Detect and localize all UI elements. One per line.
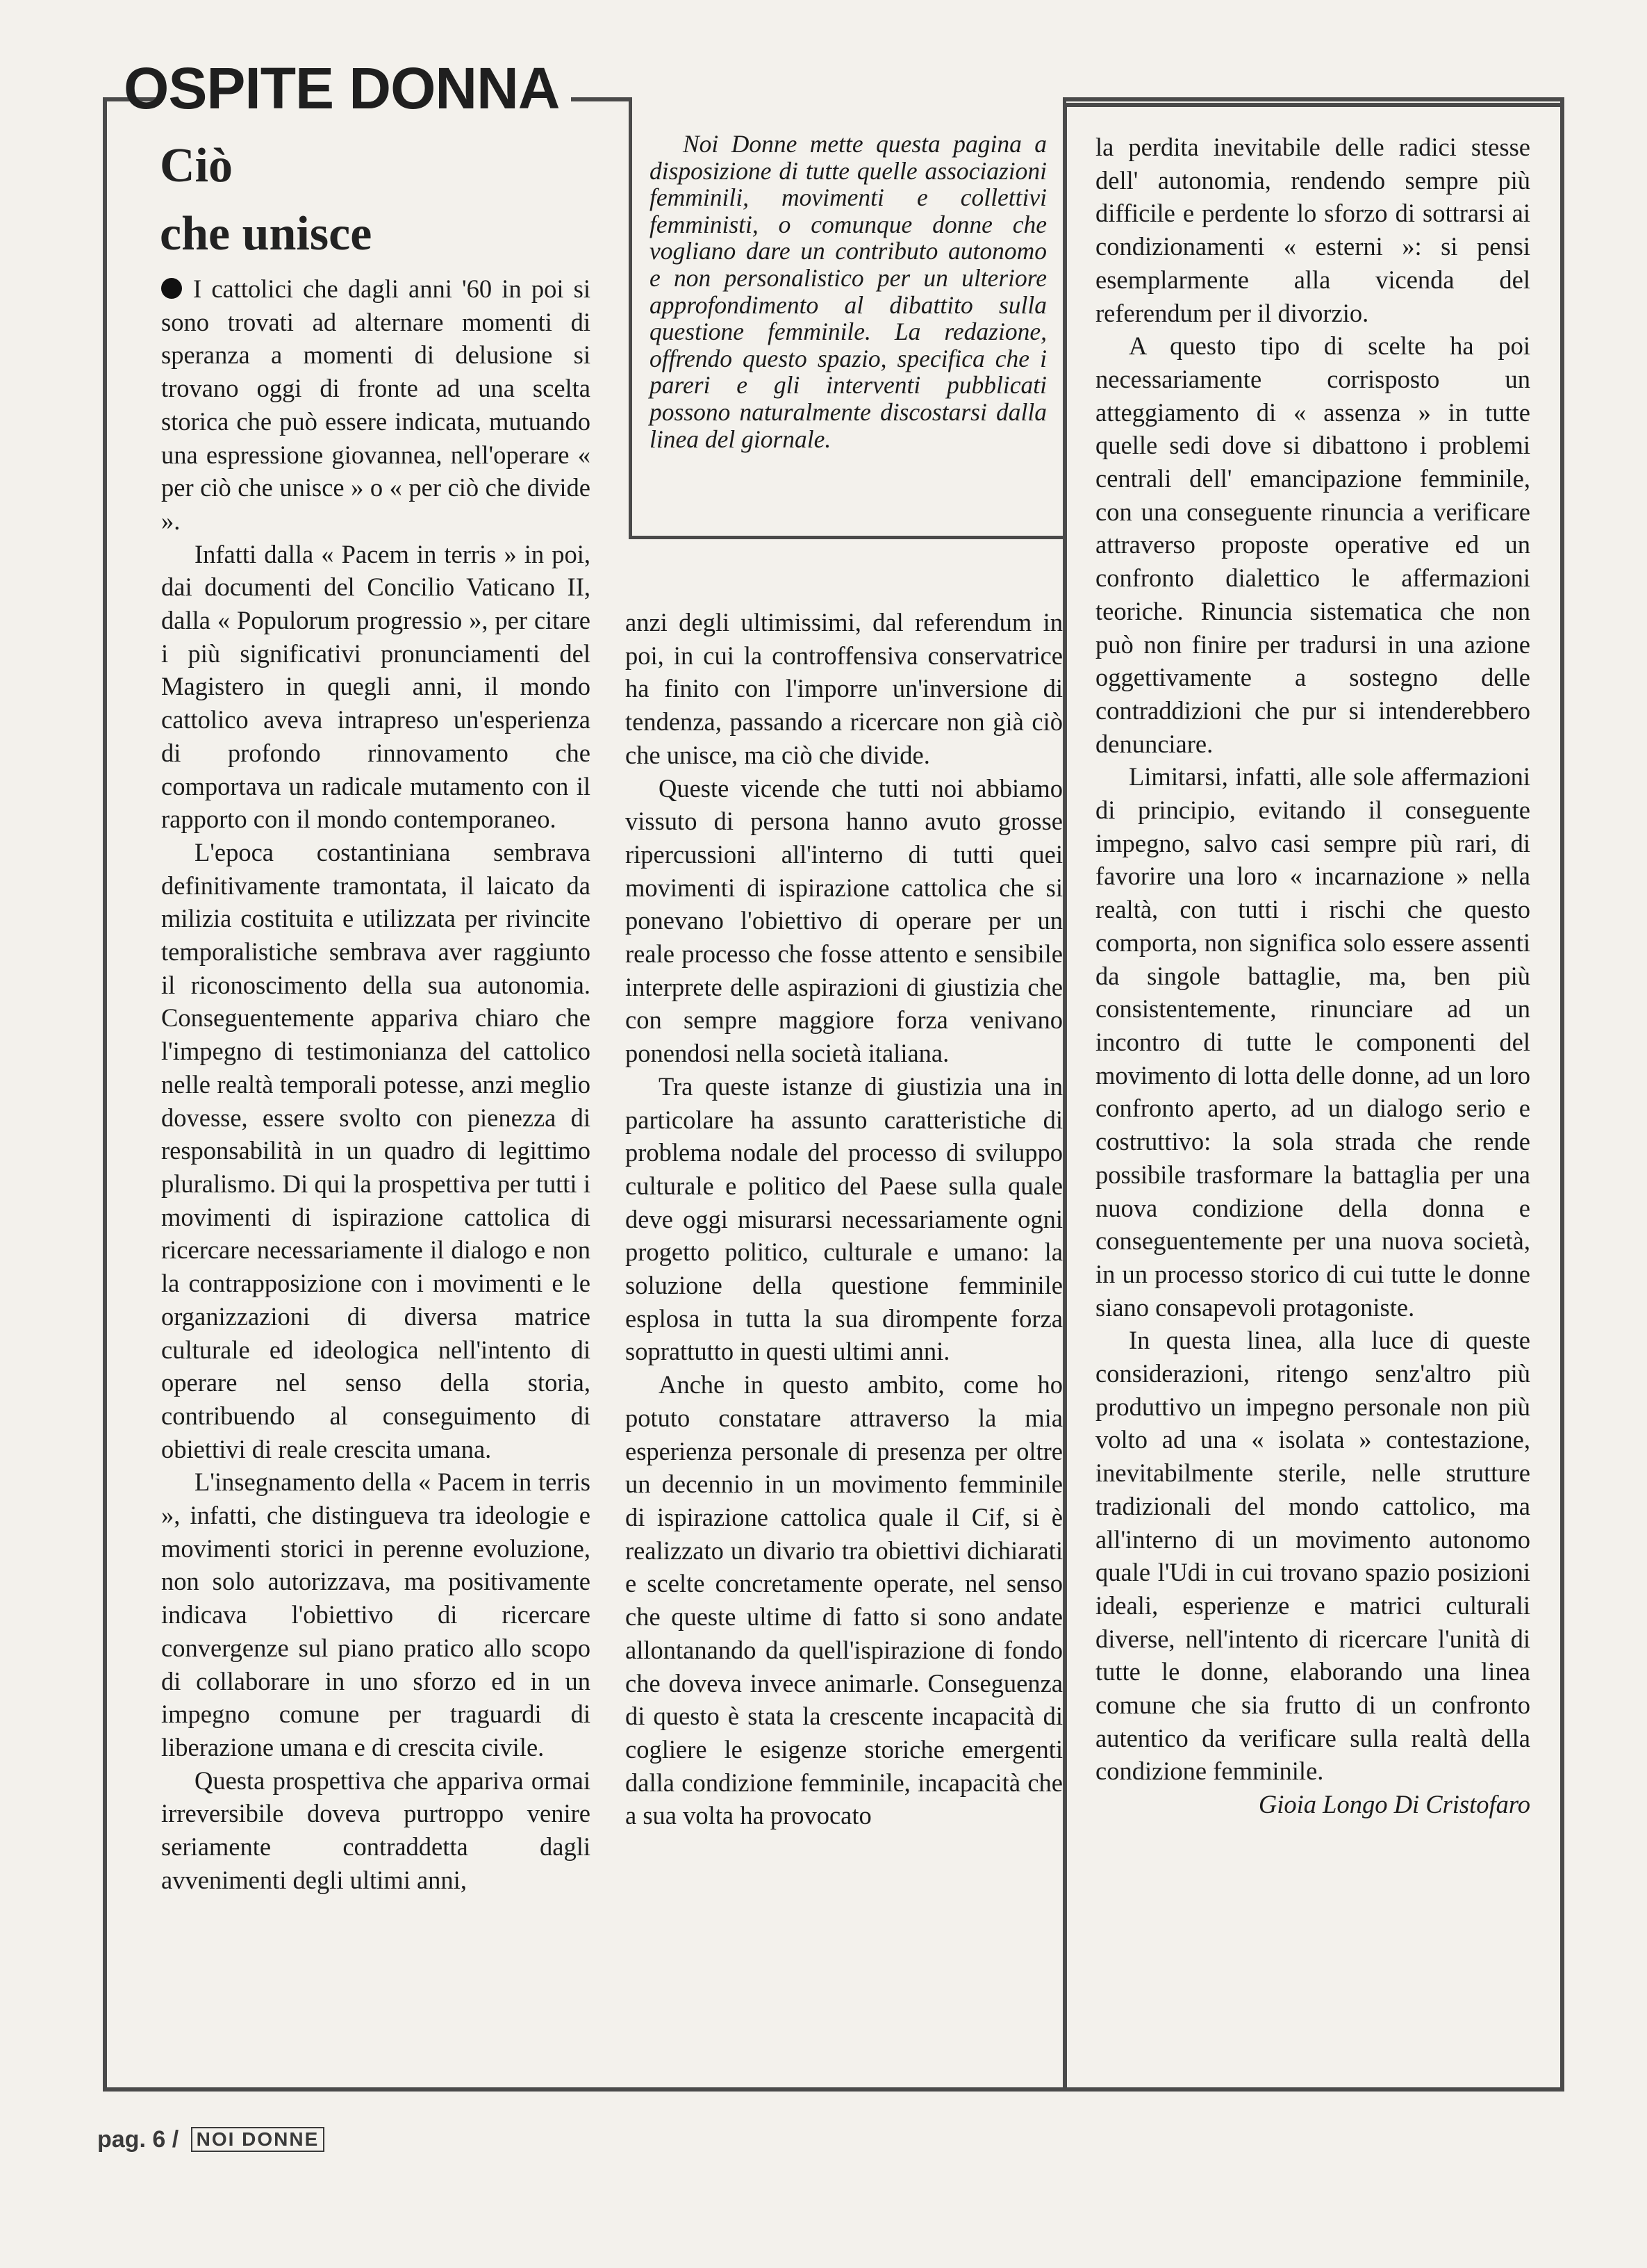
paragraph: Tra queste istanze di giustizia una in particolare ha assunto caratteristiche di problema nodale del processo di sviluppo culturale e politico del Paese sulla quale deve oggi misurarsi necessariamente ogni progetto politico, culturale e umano: la soluzione della questione femminile esplosa in tutta la sua dirompente forza soprattutto in questi ultimi anni.: [625, 1071, 1063, 1366]
page-number: pag. 6 /: [97, 2126, 179, 2153]
paragraph: Queste vicende che tutti noi abbiamo vissuto di persona hanno avuto grosse ripercussioni all'interno di tutti quei movimenti di ispirazione cattolica che si ponevano l'obiettivo di operare per un reale processo che fosse attento e sensibile interprete delle aspirazioni di giustizia che con sempre maggiore forza venivano ponendosi nella società italiana.: [625, 773, 1063, 1068]
paragraph: la perdita inevitabile delle radici stesse dell' autonomia, rendendo sempre più difficile e perdente lo sforzo di sottrarsi ai condizionamenti « esterni »: si pensi esemplarmente alla vicenda del referendum per il divorzio.: [1095, 133, 1530, 327]
paragraph: I cattolici che dagli anni '60 in poi si sono trovati ad alternare momenti di speranza a momenti di delusione si trovano oggi di fronte ad una scelta storica che può essere indicata, mutuando una espressione giovannea, nell'operare « per ciò che unisce » o « per ciò che divide ».: [161, 274, 590, 535]
editorial-text: Noi Donne mette questa pagina a disposizione di tutte quelle associazioni femminili, movimenti e collettivi femministi, o comunque donne che vogliano dare un contributo autonomo e non personalistico per un ulteriore approfondimento al dibattito sulla questione femminile. La redazione, offrendo questo spazio, specifica che i pareri e gli interventi pubblicati possono naturalmente discostarsi dalla linea del giornale.: [649, 130, 1047, 453]
column-3: [1095, 131, 1530, 1821]
paragraph: L'insegnamento della « Pacem in terris », infatti, che distingueva tra ideologie e movimenti storici in perenne evoluzione, non solo autorizzava, ma positivamente indicava l'obiettivo di ricercare convergenze sul piano pratico allo scopo di collaborare in uno sforzo ed in un impegno comune per traguardi di liberazione umana e di crescita civile.: [161, 1468, 590, 1761]
page-footer: [97, 2126, 324, 2153]
author-signature: Gioia Longo Di Cristofaro: [1258, 1790, 1530, 1819]
paragraph: anzi degli ultimissimi, dal referendum in poi, in cui la controffensiva conservatrice ha finito con l'imporre un'inversione di tendenza, passando a ricercare non già ciò che unisce, ma ciò che divide.: [625, 608, 1063, 769]
bullet-icon: [161, 278, 182, 299]
paragraph: L'epoca costantiniana sembrava definitivamente tramontata, il laicato da milizia costituita e utilizzata per rivincite temporalistiche sembrava aver raggiunto il riconoscimento della sua autonomia. Conseguentemente appariva chiaro che l'impegno di testimonianza del cattolico nelle realtà temporali potesse, anzi meglio dovesse, essere svolto con pienezza di responsabilità in un quadro di legittimo pluralismo. Di qui la prospettiva per tutti i movimenti di ispirazione cattolica di ricercare necessariamente il dialogo e non la contrapposizione con i movimenti e le organizzazioni di diversa matrice culturale ed ideologica nell'intento di operare nel senso della storia, contribuendo al conseguimento di obiettivi di reale crescita umana.: [161, 837, 590, 1463]
column-2: [625, 606, 1063, 1832]
paragraph: Limitarsi, infatti, alle sole affermazioni di principio, evitando il conseguente impegno, salvo casi sempre più rari, di favorire una loro « incarnazione » nella realtà, con tutti i rischi che questo comporta, non significa solo essere assenti da singole battaglie, ma, ben più consistentemente, rinunciare ad un incontro di tutte le componenti del movimento di lotta delle donne, ad un loro confronto aperto, ad un dialogo serio e costruttivo: la sola strada che rende possibile trasformare la battaglia per una nuova condizione della donna e conseguentemente per una nuova società, in un processo storico di cui tutte le donne siano consapevoli protagoniste.: [1095, 762, 1530, 1322]
paragraph: Anche in questo ambito, come ho potuto constatare attraverso la mia esperienza personale di presenza per oltre un decennio in un movimento femminile di ispirazione cattolica quale il Cif, si è realizzato un divario tra obiettivi dichiarati e scelte concretamente operate, nel senso che queste ultime di fatto si sono andate allontanando da quell'ispirazione di fondo che doveva invece animarle. Conseguenza di questo è stata la crescente incapacità di cogliere le esigenze storiche emergenti dalla condizione femminile, incapacità che a sua volta ha provocato: [625, 1370, 1063, 1830]
article-title: [160, 132, 507, 268]
paragraph: A questo tipo di scelte ha poi necessariamente corrisposto un atteggiamento di « assenza » in tutte quelle sedi dove si dibattono i problemi centrali dell' emancipazione femminile, con una conseguente rinuncia a verificare attraverso proposte operative ed un confronto dialettico le affermazioni teoriche. Rinuncia sistematica che non può non finire per tradursi in una azione oggettivamente a sostegno delle contraddizioni che pur si intenderebbero denunciare.: [1095, 331, 1530, 758]
magazine-logo: NOI DONNE: [191, 2127, 325, 2152]
article-title-line2: che unisce: [160, 207, 372, 261]
article-title-line1: Ciò: [160, 139, 233, 192]
paragraph: In questa linea, alla luce di queste considerazioni, ritengo senz'altro più produttivo un impegno personale non più volto ad una « isolata » contestazione, inevitabilmente sterile, nelle strutture tradizionali del mondo cattolico, ma all'interno di un movimento autonomo quale l'Udi in cui trovano spazio posizioni ideali, esperienze e matrici culturali diverse, nell'intento di ricercare l'unità di tutte le donne, elaborando una linea comune che sia frutto di un confronto autentico da verificare sulla realtà della condizione femminile.: [1095, 1326, 1530, 1786]
column-1: [161, 272, 590, 1896]
paragraph: Infatti dalla « Pacem in terris » in poi, dai documenti del Concilio Vaticano II, dalla « Populorum progressio », per citare i più significativi pronunciamenti del Magistero in quegli anni, il mondo cattolico aveva intrapreso un'esperienza di profondo rinnovamento che comportava un radicale mutamento con il rapporto con il mondo contemporaneo.: [161, 539, 590, 834]
paragraph: Questa prospettiva che appariva ormai irreversibile doveva purtroppo venire seriamente contraddetta dagli avvenimenti degli ultimi anni,: [161, 1766, 590, 1894]
section-header: OSPITE DONNA: [124, 56, 560, 121]
editorial-note: [649, 131, 1047, 452]
